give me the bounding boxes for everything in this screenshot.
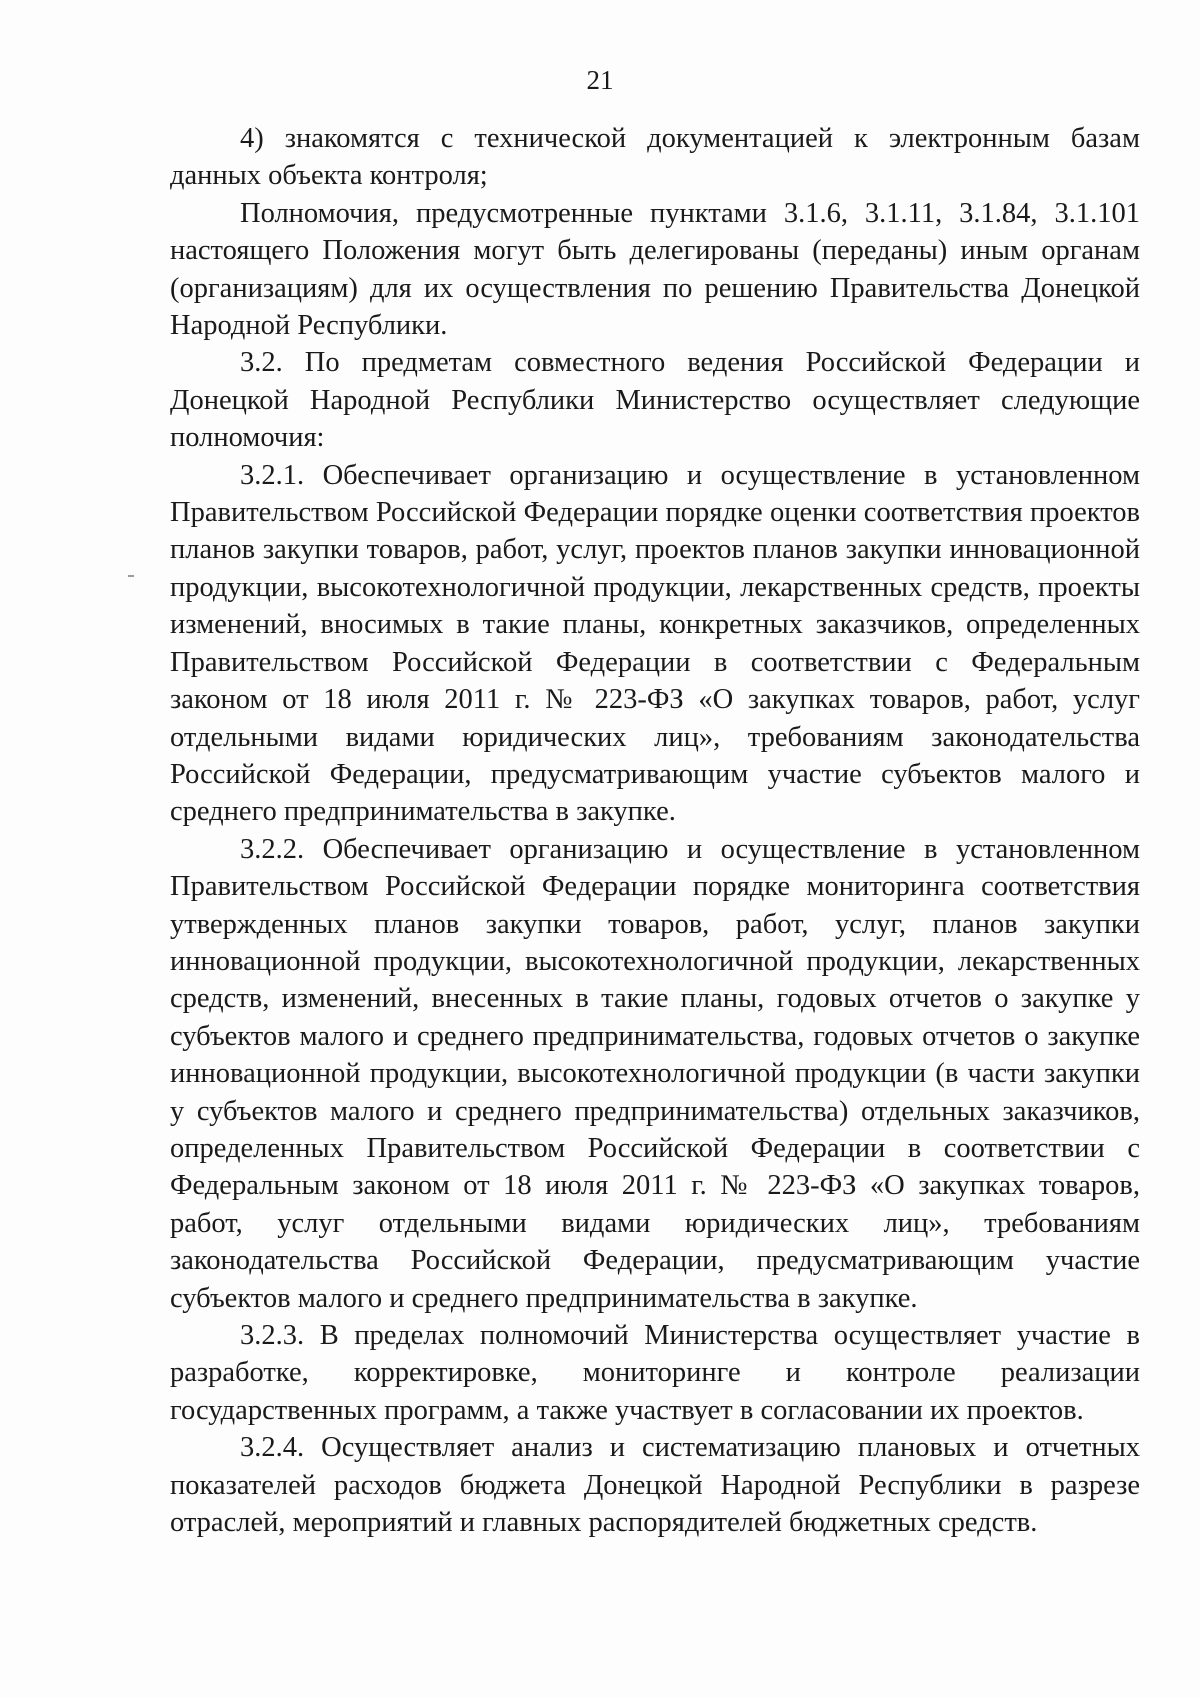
page-number: 21 [586, 65, 614, 95]
paragraph-section-3-2-3: 3.2.3. В пределах полномочий Министерства осуществляет участие в разработке, корректировке, мониторинге и контроле реализации государственных программ, а также участвует в согласовании их проектов. [170, 1320, 1140, 1426]
document-body [170, 120, 1140, 1541]
scan-mark [128, 575, 134, 577]
paragraph-item-4: 4) знакомятся с технической документацией к электронным базам данных объекта контроля; [170, 123, 1140, 192]
paragraph-section-3-2-4: 3.2.4. Осуществляет анализ и систематизацию плановых и отчетных показателей расходов бюджета Донецкой Народной Республики в разрезе отраслей, мероприятий и главных распорядителей бюджетных средств. [170, 1432, 1140, 1539]
paragraph-section-3-2: 3.2. По предметам совместного ведения Российской Федерации и Донецкой Народной Республики Министерство осуществляет следующие полномочия: [170, 347, 1140, 454]
paragraph-delegation: Полномочия, предусмотренные пунктами 3.1.6, 3.1.11, 3.1.84, 3.1.101 настоящего Положения могут быть делегированы (переданы) иным органам (организациям) для их осуществления по решению Правительства Донецкой Народной Республики. [170, 197, 1140, 342]
paragraph-section-3-2-2: 3.2.2. Обеспечивает организацию и осуществление в установленном Правительством Российской Федерации порядке мониторинга соответствия утвержденных планов закупки товаров, работ, услуг, планов закупки инновационной продукции, высокотехнологичной продукции, лекарственных средств, изменений, внесенных в такие планы, годовых отчетов о закупке у субъектов малого и среднего предпринимательства, годовых отчетов о закупке инновационной продукции, высокотехнологичной продукции (в части закупки у субъектов малого и среднего предпринимательства) отдельных заказчиков, определенных Правительством Российской Федерации в соответствии с Федеральным законом от 18 июля 2011 г. № 223-ФЗ «О закупках товаров, работ, услуг отдельными видами юридических лиц», требованиям законодательства Российской Федерации, предусматривающим участие субъектов малого и среднего предпринимательства в закупке. [170, 833, 1140, 1314]
paragraph-section-3-2-1: 3.2.1. Обеспечивает организацию и осуществление в установленном Правительством Российской Федерации порядке оценки соответствия проектов планов закупки товаров, работ, услуг, проектов планов закупки инновационной продукции, высокотехнологичной продукции, лекарственных средств, проекты изменений, вносимых в такие планы, конкретных заказчиков, определенных Правительством Российской Федерации в соответствии с Федеральным законом от 18 июля 2011 г. № 223-ФЗ «О закупках товаров, работ, услуг отдельными видами юридических лиц», требованиям законодательства Российской Федерации, предусматривающим участие субъектов малого и среднего предпринимательства в закупке. [170, 459, 1140, 828]
